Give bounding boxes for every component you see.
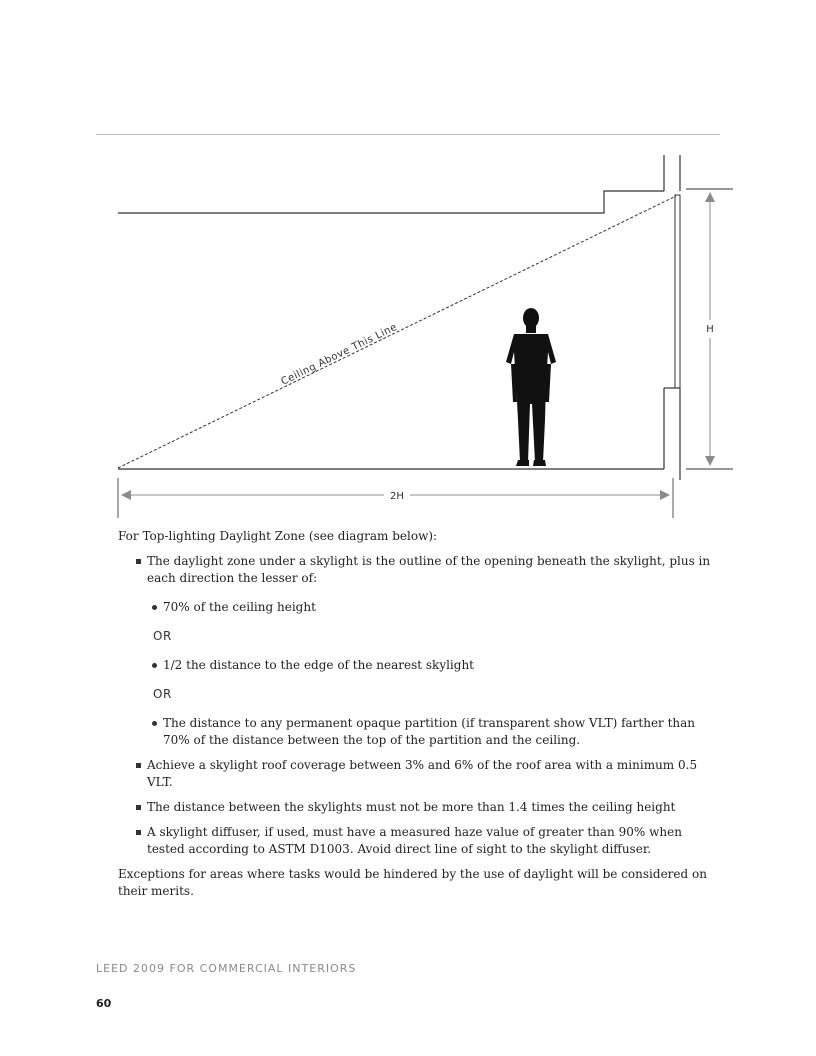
sub-list [147,599,718,616]
ceiling-line [118,191,664,213]
or-separator: OR [153,687,172,701]
closing-paragraph: Exceptions for areas where tasks would be hindered by the use of daylight will be considered on their merits. [118,867,707,898]
sub-list [147,657,718,674]
sub-list-item: 1/2 the distance to the edge of the nearest skylight [147,657,718,674]
dim-h-label: H [706,324,714,335]
requirements-list [118,553,718,858]
intro-paragraph: For Top-lighting Daylight Zone (see diagram below): [118,529,438,543]
person-silhouette [506,308,556,466]
sub-list-item: The distance to any permanent opaque partition (if transparent show VLT) farther than 70% of the distance between the top of the partition and the ceiling. [147,715,718,749]
ceiling-label: Ceiling Above This Line [279,321,400,388]
window [675,195,680,388]
body-text [118,528,718,900]
list-item: The distance between the skylights must not be more than 1.4 times the ceiling height [118,799,718,816]
list-item [118,553,718,749]
list-item: A skylight diffuser, if used, must have a measured haze value of greater than 90% when tested according to ASTM D1003. Avoid direct line of sight to the skylight diffuser. [118,824,718,858]
sub-list [147,715,718,749]
or-separator: OR [153,629,172,643]
sub-list-item: 70% of the ceiling height [147,599,718,616]
dim-2h-label: 2H [390,491,404,502]
footer-title: LEED 2009 FOR COMMERCIAL INTERIORS [96,962,357,975]
list-item: Achieve a skylight roof coverage between 3% and 6% of the roof area with a minimum 0.5 VLT. [118,757,718,791]
page-number: 60 [96,997,112,1010]
bullet-text: The daylight zone under a skylight is the outline of the opening beneath the skylight, plus in each direction the lesser of: [147,554,711,585]
